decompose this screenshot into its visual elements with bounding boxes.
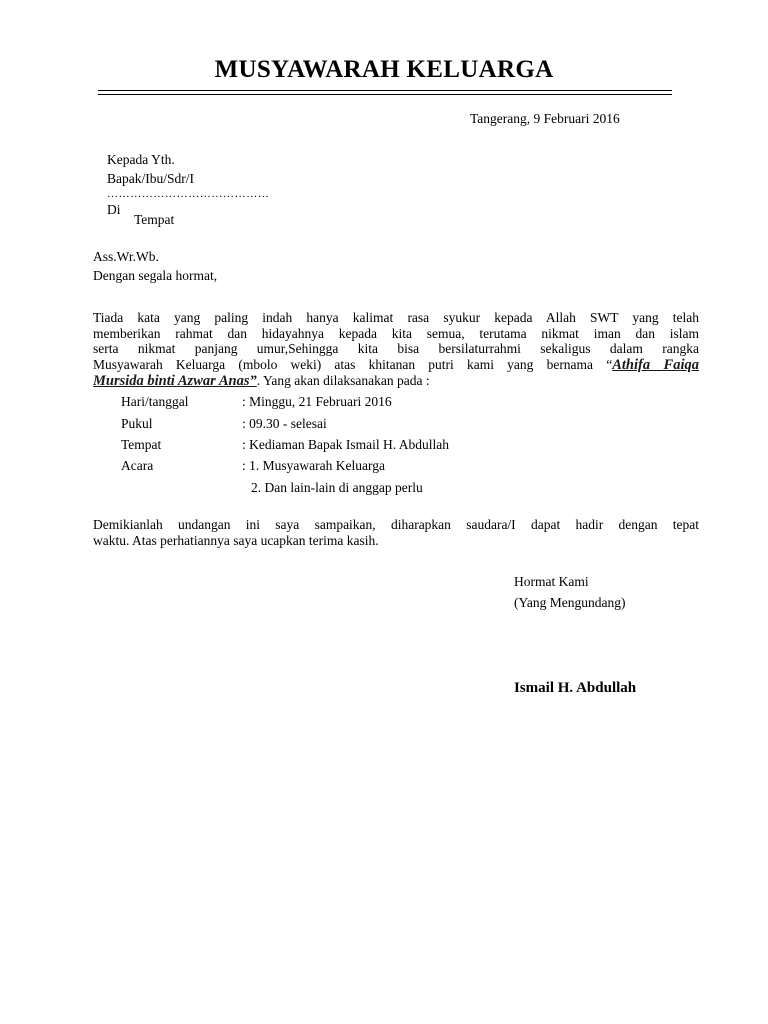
recipient-dots: …………………………………… — [107, 188, 270, 200]
body-line-3: serta nikmat panjang umur,Sehingga kita bisa bersilaturrahmi sekaligus dalam rangka — [93, 341, 699, 357]
detail-value-date: : Minggu, 21 Februari 2016 — [242, 394, 392, 409]
signature-regards: Hormat Kami — [514, 574, 589, 589]
detail-value-agenda-extra: 2. Dan lain-lain di anggap perlu — [251, 480, 423, 495]
detail-value-place: : Kediaman Bapak Ismail H. Abdullah — [242, 437, 449, 452]
title-divider-top — [98, 90, 672, 91]
title-divider-bottom — [98, 94, 672, 95]
document-title: MUSYAWARAH KELUARGA — [214, 56, 554, 83]
closing-line-2: waktu. Atas perhatiannya saya ucapkan terima kasih. — [93, 532, 379, 548]
body-line-2: memberikan rahmat dan hidayahnya kepada kita semua, terutama nikmat iman dan islam — [93, 325, 699, 341]
child-name-part2: Mursida binti Azwar Anas” — [93, 373, 257, 390]
body-line-5-text: . Yang akan dilaksanakan pada : — [256, 373, 430, 389]
detail-label-place: Tempat — [121, 437, 162, 452]
greeting-opening: Ass.Wr.Wb. — [93, 249, 159, 264]
signature-name: Ismail H. Abdullah — [514, 680, 637, 696]
body-line-4 — [93, 357, 699, 374]
child-name-part1: Athifa Faiqa — [612, 356, 699, 373]
recipient-di: Di — [107, 202, 121, 217]
detail-label-time: Pukul — [121, 416, 153, 431]
recipient-salutation: Bapak/Ibu/Sdr/I — [107, 171, 194, 186]
closing-paragraph — [93, 517, 699, 548]
body-line-4-text: Musyawarah Keluarga (mbolo weki) atas khitanan putri kami yang bernama “ — [93, 356, 613, 372]
date-line: Tangerang, 9 Februari 2016 — [470, 111, 620, 126]
recipient-to: Kepada Yth. — [107, 152, 175, 167]
body-line-1: Tiada kata yang paling indah hanya kalimat rasa syukur kepada Allah SWT yang telah — [93, 310, 699, 325]
detail-value-time: : 09.30 - selesai — [242, 416, 327, 431]
detail-value-agenda: : 1. Musyawarah Keluarga — [242, 458, 385, 473]
body-paragraph — [93, 310, 699, 390]
recipient-place: Tempat — [134, 212, 175, 227]
detail-label-agenda: Acara — [121, 458, 154, 473]
body-line-5 — [93, 373, 699, 390]
closing-line-1: Demikianlah undangan ini saya sampaikan, diharapkan saudara/I dapat hadir dengan tepat — [93, 517, 699, 532]
detail-label-date: Hari/tanggal — [121, 394, 189, 409]
signature-role: (Yang Mengundang) — [514, 595, 626, 610]
greeting-respect: Dengan segala hormat, — [93, 268, 218, 283]
